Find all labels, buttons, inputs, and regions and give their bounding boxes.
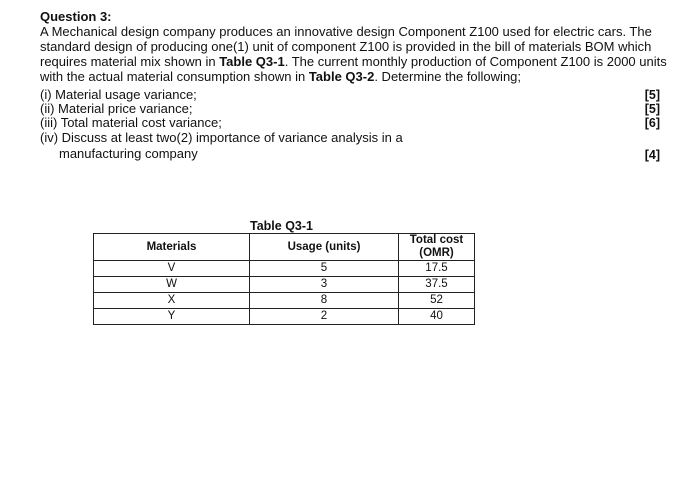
header-materials: Materials xyxy=(94,234,250,261)
cell-usage: 8 xyxy=(250,293,399,309)
cell-cost: 52 xyxy=(399,293,475,309)
mark-iii: [6] xyxy=(644,116,660,130)
header-total-cost: Total cost (OMR) xyxy=(399,234,475,261)
cell-usage: 5 xyxy=(250,261,399,277)
item-ii: (ii) Material price variance; xyxy=(40,101,193,116)
item-iv: (iv) Discuss at least two(2) importance of variance analysis in a xyxy=(40,130,403,145)
table-row xyxy=(94,261,475,277)
para-part-1: A Mechanical design company produces an innovative design Component Z100 used for electric cars. The standard design of producing one(1) unit of component Z100 is provided in the bill of materials BOM which requires material mix shown in xyxy=(40,24,652,69)
para-part-2: . The current monthly production of Component Z100 is 2000 units with the actual material consumption shown in xyxy=(40,54,667,84)
cell-material: V xyxy=(94,261,250,277)
para-part-3: . Determine the following; xyxy=(374,69,522,84)
question-title: Question 3: xyxy=(40,9,112,24)
cell-usage: 3 xyxy=(250,277,399,293)
table-ref-2: Table Q3-2 xyxy=(308,69,375,84)
item-iv-continuation: manufacturing company xyxy=(59,146,198,161)
question-paragraph xyxy=(40,24,692,84)
cell-material: W xyxy=(94,277,250,293)
mark-iv: [4] xyxy=(644,148,660,162)
item-i: (i) Material usage variance; xyxy=(40,87,197,102)
table-row xyxy=(94,293,475,309)
table-caption: Table Q3-1 xyxy=(250,219,313,233)
cell-material: Y xyxy=(94,309,250,325)
cell-cost: 17.5 xyxy=(399,261,475,277)
cell-usage: 2 xyxy=(250,309,399,325)
cell-material: X xyxy=(94,293,250,309)
cell-cost: 40 xyxy=(399,309,475,325)
header-usage: Usage (units) xyxy=(250,234,399,261)
mark-i: [5] xyxy=(644,88,660,102)
table-row xyxy=(94,309,475,325)
cell-cost: 37.5 xyxy=(399,277,475,293)
mark-ii: [5] xyxy=(644,102,660,116)
table-ref-1: Table Q3-1 xyxy=(219,54,285,69)
table-row xyxy=(94,277,475,293)
materials-table xyxy=(93,233,475,325)
item-iii: (iii) Total material cost variance; xyxy=(40,115,222,130)
table-header-row xyxy=(94,234,475,261)
